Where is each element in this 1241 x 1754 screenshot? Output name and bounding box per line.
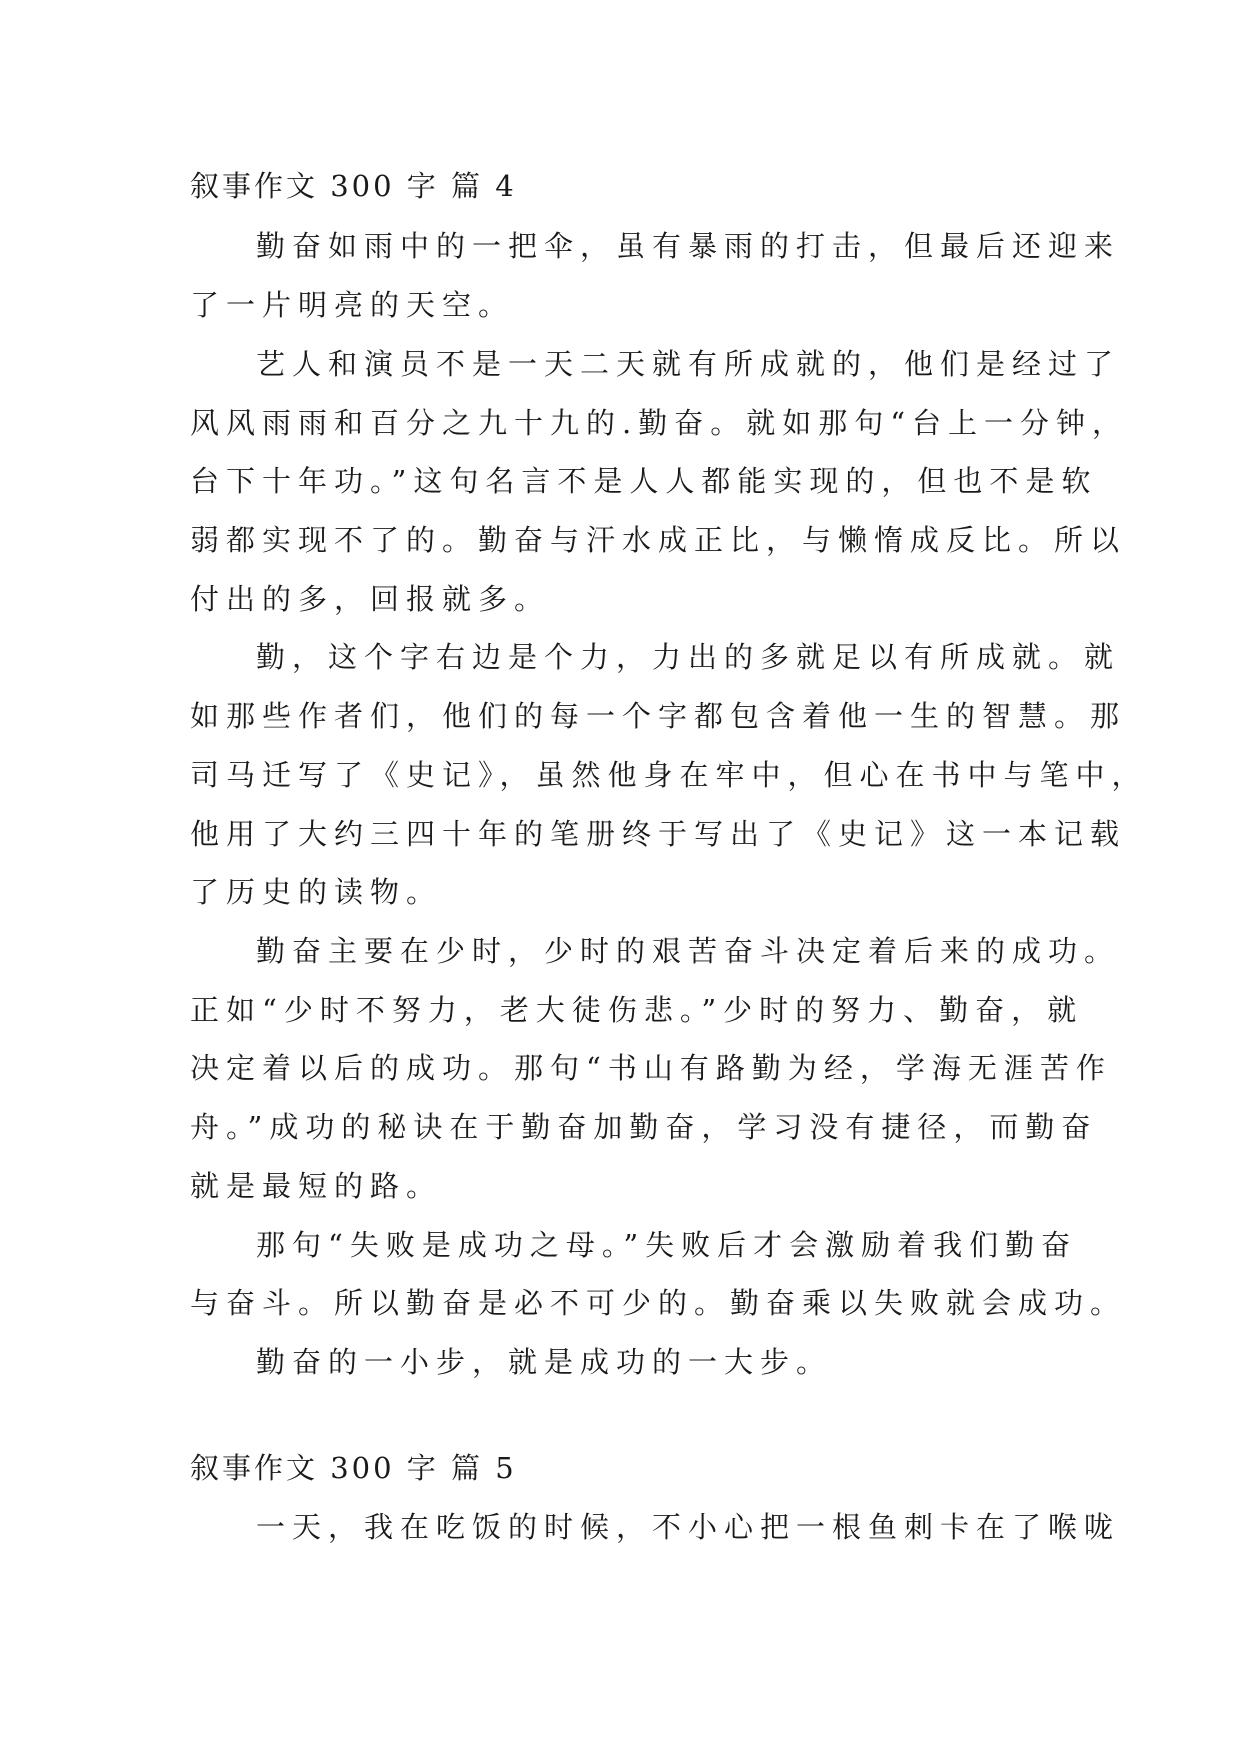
paragraph-line: 勤，这个字右边是个力，力出的多就足以有所成就。就 bbox=[256, 640, 1121, 674]
paragraph-line: 付出的多，回报就多。 bbox=[190, 582, 551, 616]
paragraph-line: 如那些作者们，他们的每一个字都包含着他一生的智慧。那 bbox=[190, 699, 1127, 733]
paragraph-line: 就是最短的路。 bbox=[190, 1169, 443, 1203]
paragraph-line: 正如“少时不努力，老大徒伤悲。”少时的努力、勤奋，就 bbox=[190, 993, 1084, 1027]
paragraph-line: 了历史的读物。 bbox=[190, 875, 443, 909]
paragraph-line: 与奋斗。所以勤奋是必不可少的。勤奋乘以失败就会成功。 bbox=[190, 1286, 1127, 1320]
paragraph-line: 勤奋的一小步，就是成功的一大步。 bbox=[256, 1345, 833, 1379]
paragraph-line: 艺人和演员不是一天二天就有所成就的，他们是经过了 bbox=[256, 347, 1121, 381]
paragraph-line: 决定着以后的成功。那句“书山有路勤为经，学海无涯苦作 bbox=[190, 1051, 1112, 1085]
section-heading-5: 叙事作文 300 字 篇 5 bbox=[190, 1451, 517, 1485]
paragraph-line: 了一片明亮的天空。 bbox=[190, 288, 515, 322]
section-heading-4: 叙事作文 300 字 篇 4 bbox=[190, 169, 517, 203]
paragraph-line: 舟。”成功的秘诀在于勤奋加勤奋，学习没有捷径，而勤奋 bbox=[190, 1110, 1098, 1144]
paragraph-line: 弱都实现不了的。勤奋与汗水成正比，与懒惰成反比。所以 bbox=[190, 523, 1127, 557]
paragraph-line: 风风雨雨和百分之九十九的.勤奋。就如那句“台上一分钟， bbox=[190, 406, 1129, 440]
paragraph-line: 一天，我在吃饭的时候，不小心把一根鱼刺卡在了喉咙 bbox=[256, 1510, 1121, 1544]
paragraph-line: 勤奋如雨中的一把伞，虽有暴雨的打击，但最后还迎来 bbox=[256, 229, 1121, 263]
paragraph-line: 司马迁写了《史记》，虽然他身在牢中，但心在书中与笔中， bbox=[190, 758, 1148, 792]
paragraph-line: 台下十年功。”这句名言不是人人都能实现的，但也不是软 bbox=[190, 464, 1098, 498]
paragraph-line: 那句“失败是成功之母。”失败后才会激励着我们勤奋 bbox=[256, 1228, 1078, 1262]
paragraph-line: 勤奋主要在少时，少时的艰苦奋斗决定着后来的成功。 bbox=[256, 934, 1121, 968]
paragraph-line: 他用了大约三四十年的笔册终于写出了《史记》这一本记载 bbox=[190, 817, 1127, 851]
